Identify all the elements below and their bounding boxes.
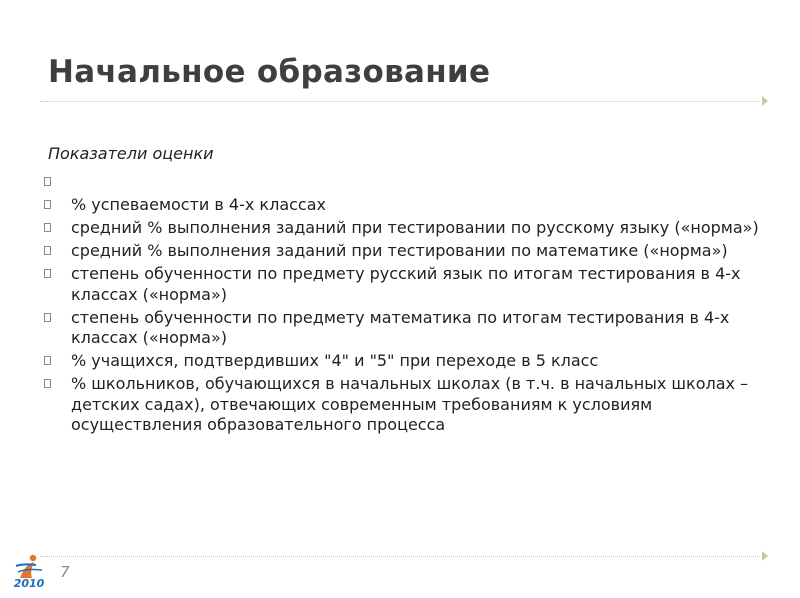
list-item [44, 264, 759, 305]
list-item-text: степень обученности по предмету математика по итогам тестирования в 4-х классах («норма») [71, 307, 730, 347]
bullet-icon [44, 246, 51, 255]
title-divider [40, 101, 760, 102]
divider-arrow-icon [762, 96, 768, 106]
bullet-icon [44, 177, 51, 186]
footer-arrow-icon [762, 551, 768, 561]
logo-figure-icon [12, 552, 46, 580]
bullet-icon [44, 379, 51, 388]
slide-title: Начальное образование [48, 54, 491, 90]
bullet-icon [44, 313, 51, 322]
list-item [44, 308, 759, 349]
list-item [44, 241, 759, 262]
page-number: 7 [60, 563, 70, 581]
footer-divider [40, 556, 760, 557]
logo-year: 2010 [13, 577, 45, 590]
bullet-list [44, 172, 759, 438]
bullet-icon [44, 269, 51, 278]
list-item-text: средний % выполнения заданий при тестировании по русскому языку («норма») [71, 218, 759, 237]
bullet-icon [44, 200, 51, 209]
bullet-icon [44, 356, 51, 365]
list-item [44, 374, 759, 436]
list-item [44, 172, 759, 193]
list-item-text: степень обученности по предмету русский язык по итогам тестирования в 4-х классах («норма») [71, 264, 741, 304]
list-item [44, 218, 759, 239]
list-item [44, 351, 759, 372]
list-item-text: % успеваемости в 4-х классах [71, 195, 326, 214]
list-item-text: % школьников, обучающихся в начальных школах (в т.ч. в начальных школах – детских садах), отвечающих современным требованиям к условиям осуществления образовательного процесса [71, 374, 749, 434]
list-item-text: средний % выполнения заданий при тестировании по математике («норма») [71, 241, 728, 260]
list-item [44, 195, 759, 216]
list-item-text: % учащихся, подтвердивших "4" и "5" при переходе в 5 класс [71, 351, 599, 370]
slide-subtitle: Показатели оценки [48, 144, 214, 163]
year-of-teacher-logo-icon [12, 552, 46, 592]
bullet-icon [44, 223, 51, 232]
